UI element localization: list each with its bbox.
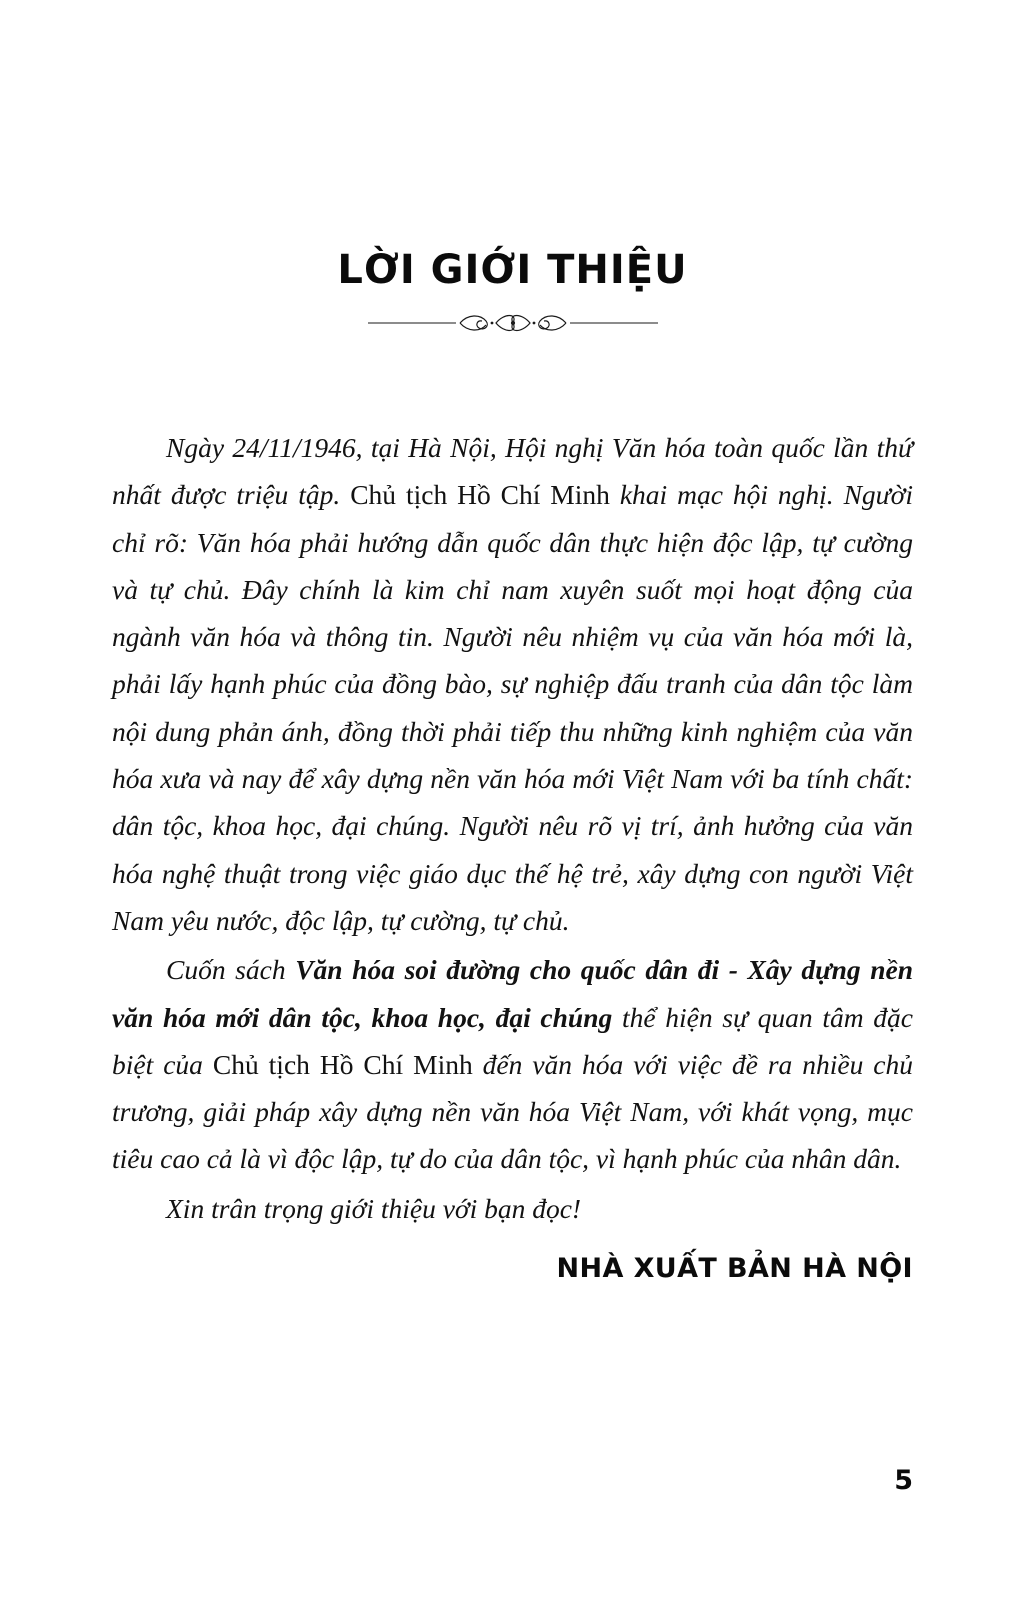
text-run: Xin trân trọng giới thiệu với bạn đọc! [166, 1192, 582, 1224]
publisher-signature: NHÀ XUẤT BẢN HÀ NỘI [556, 1253, 913, 1285]
text-run: Cuốn sách [166, 954, 296, 986]
paragraph-3 [112, 1185, 913, 1232]
book-title: Văn hóa soi đường cho quốc dân đi - Xây dựng nền văn hóa mới dân tộc, khoa học, đại chúng [112, 954, 914, 1033]
text-run-roman: Chủ tịch Hồ Chí Minh [350, 479, 620, 511]
flourish-divider-icon [368, 306, 658, 340]
paragraph-2 [112, 946, 913, 1182]
text-run: khai mạc hội nghị. Người chỉ rõ: Văn hóa phải hướng dẫn quốc dân thực hiện độc lập, tự cường và tự chủ. Đây chính là kim chỉ nam xuyên suốt mọi hoạt động của ngành văn hóa và thông tin. Người nêu nhiệm vụ của văn hóa mới là, phải lấy hạnh phúc của đồng bào, sự nghiệp đấu tranh của dân tộc làm nội dung phản ánh, đồng thời phải tiếp thu những kinh nghiệm của văn hóa xưa và nay để xây dựng nền văn hóa mới Việt Nam với ba tính chất: dân tộc, khoa học, đại chúng. Người nêu rõ vị trí, ảnh hưởng của văn hóa nghệ thuật trong việc giáo dục thế hệ trẻ, xây dựng con người Việt Nam yêu nước, độc lập, tự cường, tự chủ. [112, 479, 914, 936]
text-run: thể hiện sự quan tâm đặc biệt của [112, 1001, 913, 1080]
page-title: LỜI GIỚI THIỆU [337, 247, 688, 293]
page-number: 5 [894, 1465, 913, 1496]
text-run-roman: Chủ tịch Hồ Chí Minh [212, 1048, 483, 1080]
text-run: Ngày 24/11/1946, tại Hà Nội, Hội nghị Văn hóa toàn quốc lần thứ nhất được triệu tập. [112, 432, 913, 511]
text-run: đến văn hóa với việc đề ra nhiều chủ trương, giải pháp xây dựng nền văn hóa Việt Nam, với khát vọng, mục tiêu cao cả là vì độc lập, tự do của dân tộc, vì hạnh phúc của nhân dân. [112, 1048, 913, 1175]
paragraph-1 [112, 424, 913, 944]
introduction-body [112, 424, 913, 1292]
